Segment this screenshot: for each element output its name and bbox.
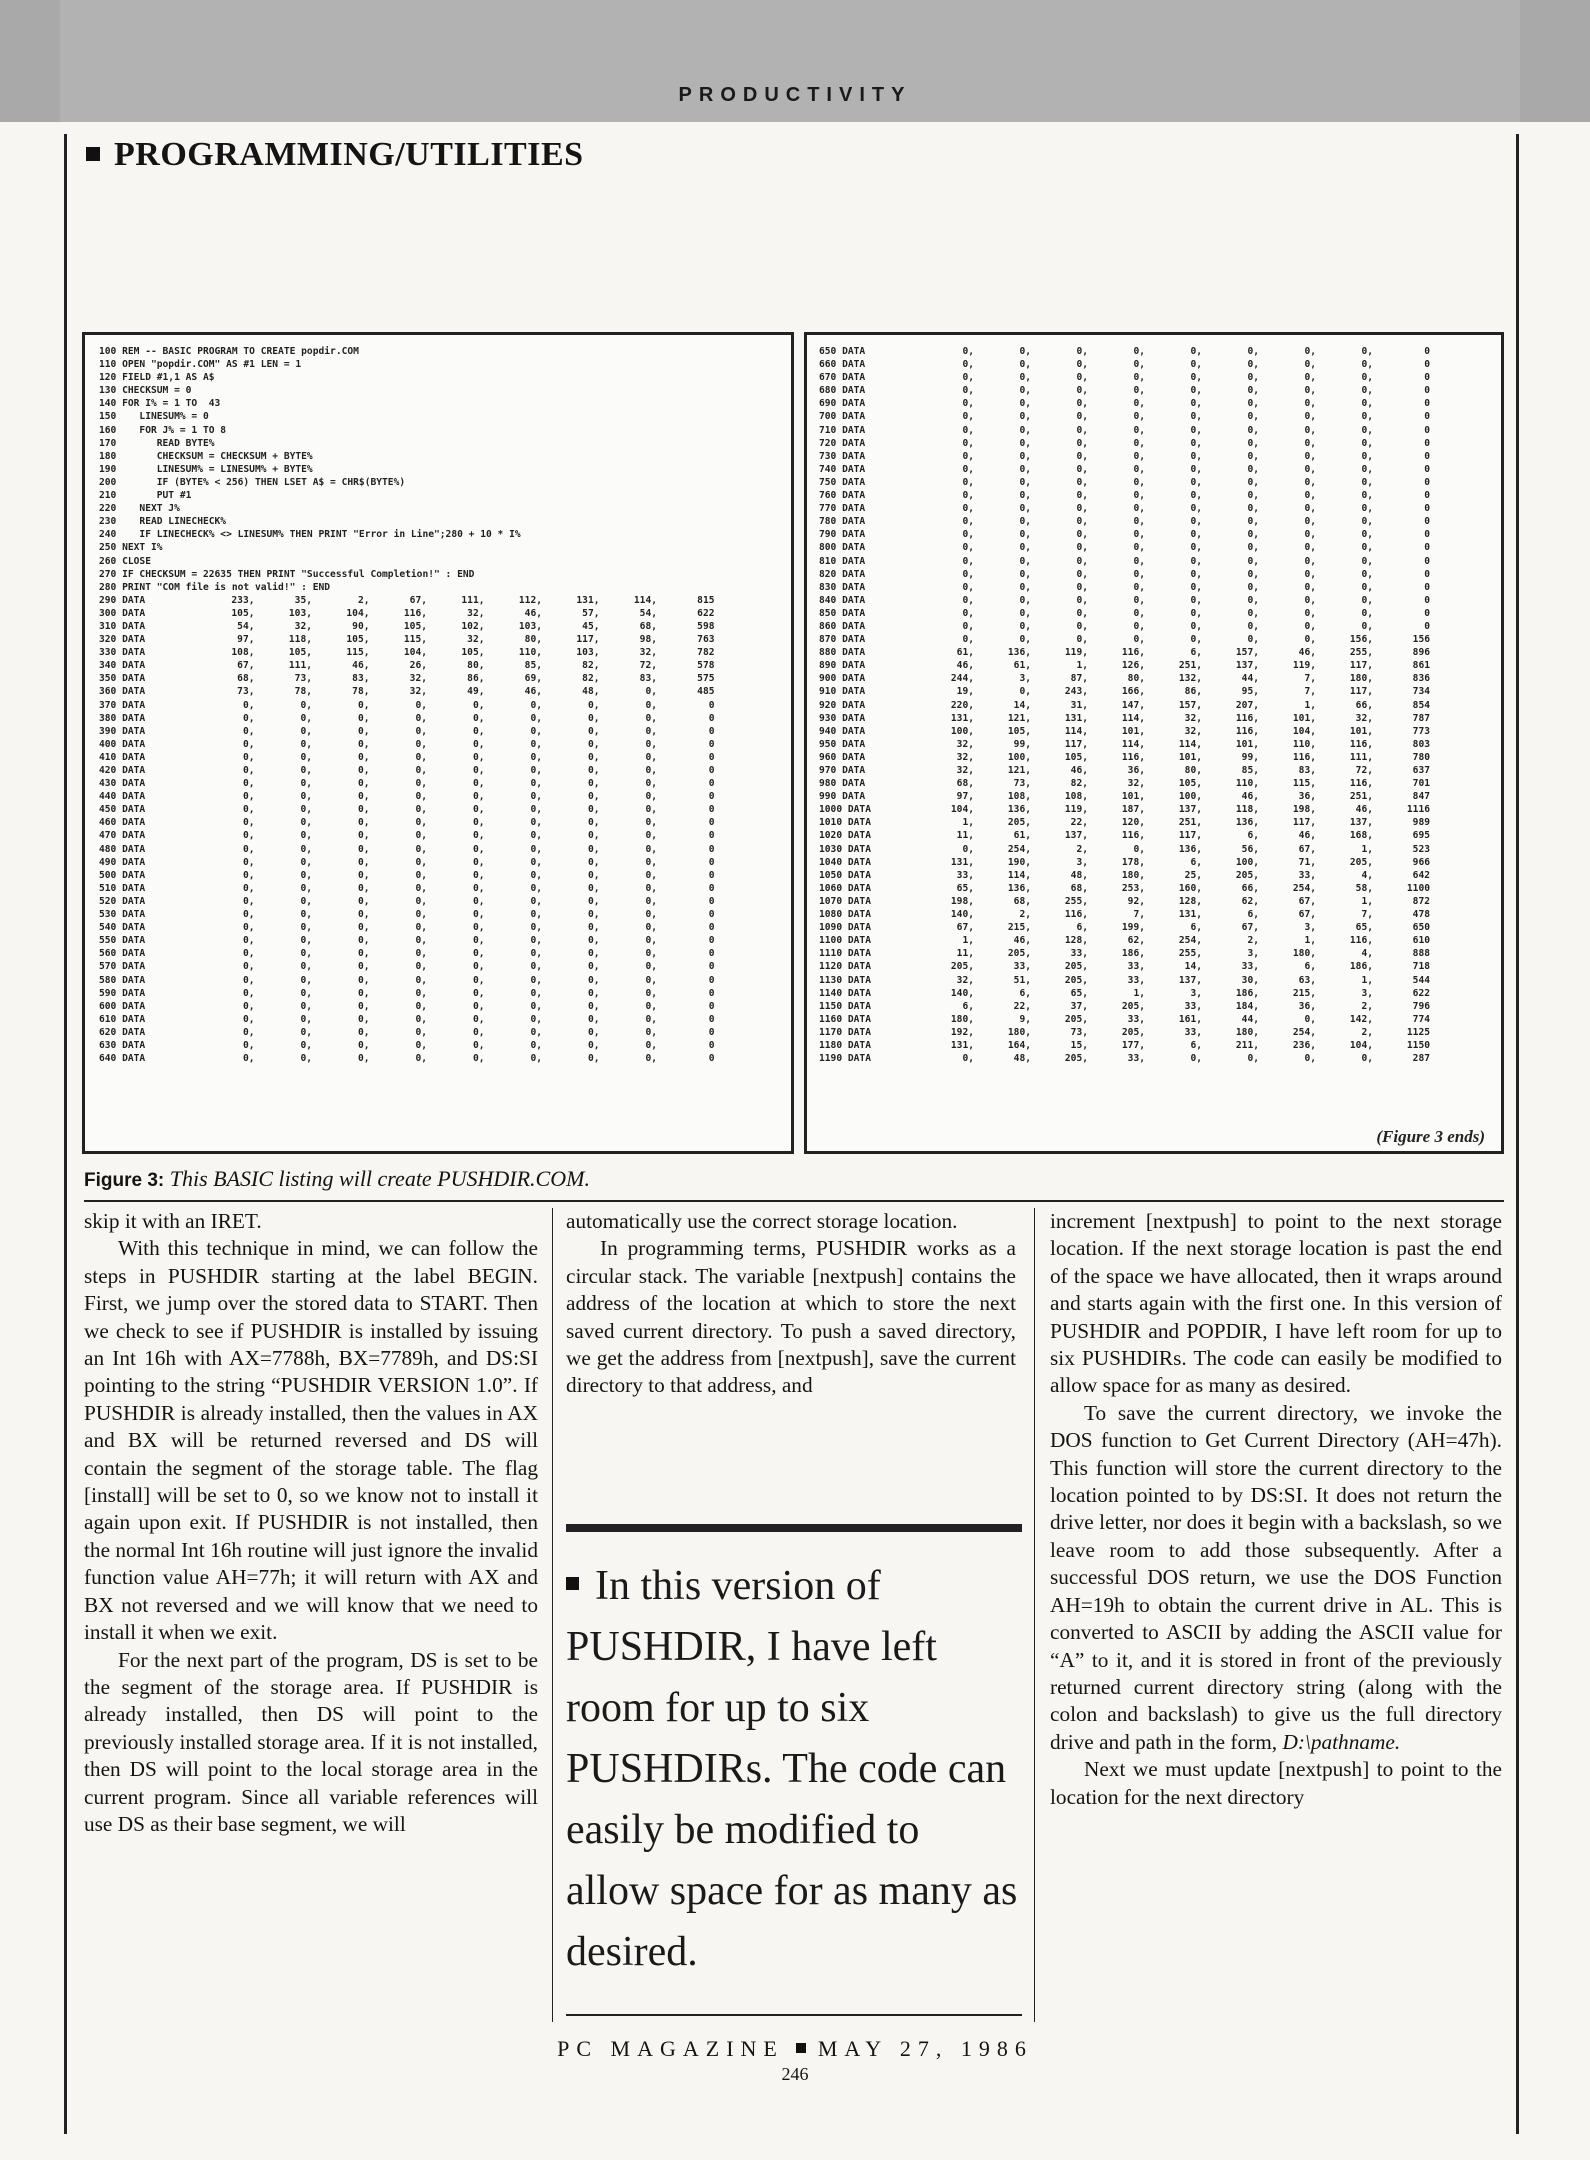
data-line: 540 DATA 0, 0, 0, 0, 0, 0, 0, 0, 0 xyxy=(99,922,715,934)
data-line: 950 DATA 32, 99, 117, 114, 114, 101, 110, 116, 803 xyxy=(819,738,1430,750)
data-line: 910 DATA 19, 0, 243, 166, 86, 95, 7, 117, 734 xyxy=(819,686,1430,698)
data-line: 930 DATA 131, 121, 131, 114, 32, 116, 101, 32, 787 xyxy=(819,712,1430,724)
code-line: 200 IF (BYTE% < 256) THEN LSET A$ = CHR$(BYTE%) xyxy=(99,476,406,488)
data-line: 770 DATA 0, 0, 0, 0, 0, 0, 0, 0, 0 xyxy=(819,503,1430,515)
data-line: 440 DATA 0, 0, 0, 0, 0, 0, 0, 0, 0 xyxy=(99,791,715,803)
code-line: 160 FOR J% = 1 TO 8 xyxy=(99,424,227,436)
data-line: 1130 DATA 32, 51, 205, 33, 137, 30, 63, 1, 544 xyxy=(819,974,1430,986)
data-rows-right xyxy=(819,345,1489,1065)
data-line: 530 DATA 0, 0, 0, 0, 0, 0, 0, 0, 0 xyxy=(99,909,715,921)
paragraph: In programming terms, PUSHDIR works as a circular stack. The variable [nextpush] contains the address of the location at which to store the next saved current directory. To push a saved directory, we get the address from [nextpush], save the current directory to that address, and xyxy=(566,1236,1016,1398)
data-line: 1070 DATA 198, 68, 255, 92, 128, 62, 67, 1, 872 xyxy=(819,895,1430,907)
pull-quote xyxy=(566,1556,1022,1983)
data-line: 420 DATA 0, 0, 0, 0, 0, 0, 0, 0, 0 xyxy=(99,765,715,776)
column-divider-1 xyxy=(552,1208,553,2022)
pullquote-top-rule xyxy=(566,1524,1022,1532)
data-line: 1050 DATA 33, 114, 48, 180, 25, 205, 33, 4, 642 xyxy=(819,869,1430,881)
code-line: 190 LINESUM% = LINESUM% + BYTE% xyxy=(99,463,313,475)
data-line: 880 DATA 61, 136, 119, 116, 6, 157, 46, 255, 896 xyxy=(819,647,1430,659)
data-line: 460 DATA 0, 0, 0, 0, 0, 0, 0, 0, 0 xyxy=(99,817,715,829)
data-line: 580 DATA 0, 0, 0, 0, 0, 0, 0, 0, 0 xyxy=(99,974,715,986)
paragraph: For the next part of the program, DS is set to be the segment of the storage area. If PUSHDIR is already installed, then DS will point to the previously installed storage area. If it is not installed, then DS will point to the local storage area in the current program. Since all variable references will use DS as their base segment, we will xyxy=(84,1647,538,1836)
data-line: 1140 DATA 140, 6, 65, 1, 3, 186, 215, 3, 622 xyxy=(819,987,1430,999)
data-line: 980 DATA 68, 73, 82, 32, 105, 110, 115, 116, 701 xyxy=(819,778,1430,790)
section-label: PRODUCTIVITY xyxy=(678,84,912,106)
data-line: 300 DATA 105, 103, 104, 116, 32, 46, 57, 54, 622 xyxy=(99,607,715,619)
code-line: 240 IF LINECHECK% <> LINESUM% THEN PRINT "Error in Line";280 + 10 * I% xyxy=(99,529,521,541)
data-line: 550 DATA 0, 0, 0, 0, 0, 0, 0, 0, 0 xyxy=(99,935,715,947)
data-line: 330 DATA 108, 105, 115, 104, 105, 110, 103, 32, 782 xyxy=(99,647,715,659)
code-line: 110 OPEN "popdir.COM" AS #1 LEN = 1 xyxy=(99,359,302,371)
square-bullet-icon xyxy=(86,147,100,161)
data-line: 1040 DATA 131, 190, 3, 178, 6, 100, 71, 205, 966 xyxy=(819,856,1430,868)
data-line: 1080 DATA 140, 2, 116, 7, 131, 6, 67, 7, 478 xyxy=(819,909,1430,921)
data-line: 710 DATA 0, 0, 0, 0, 0, 0, 0, 0, 0 xyxy=(819,424,1430,436)
data-line: 520 DATA 0, 0, 0, 0, 0, 0, 0, 0, 0 xyxy=(99,895,715,907)
caption-rule xyxy=(84,1200,1504,1202)
code-line: 130 CHECKSUM = 0 xyxy=(99,385,192,397)
data-line: 1160 DATA 180, 9, 205, 33, 161, 44, 0, 142, 774 xyxy=(819,1013,1430,1025)
data-line: 620 DATA 0, 0, 0, 0, 0, 0, 0, 0, 0 xyxy=(99,1026,715,1038)
data-line: 1190 DATA 0, 48, 205, 33, 0, 0, 0, 0, 287 xyxy=(819,1053,1430,1065)
page-frame-left xyxy=(64,134,67,2134)
code-line: 210 PUT #1 xyxy=(99,490,192,502)
code-line: 150 LINESUM% = 0 xyxy=(99,411,209,423)
data-line: 1120 DATA 205, 33, 205, 33, 14, 33, 6, 186, 718 xyxy=(819,961,1430,973)
data-line: 670 DATA 0, 0, 0, 0, 0, 0, 0, 0, 0 xyxy=(819,372,1430,384)
data-line: 290 DATA 233, 35, 2, 67, 111, 112, 131, 114, 815 xyxy=(99,594,715,606)
square-bullet-icon xyxy=(566,1577,579,1590)
code-line: 230 READ LINECHECK% xyxy=(99,516,227,528)
data-line: 350 DATA 68, 73, 83, 32, 86, 69, 82, 83, 575 xyxy=(99,673,715,685)
code-line: 140 FOR I% = 1 TO 43 xyxy=(99,398,221,410)
data-line: 970 DATA 32, 121, 46, 36, 80, 85, 83, 72, 637 xyxy=(819,765,1430,776)
data-line: 1150 DATA 6, 22, 37, 205, 33, 184, 36, 2, 796 xyxy=(819,1000,1430,1012)
paragraph: skip it with an IRET. xyxy=(84,1209,262,1233)
data-line: 820 DATA 0, 0, 0, 0, 0, 0, 0, 0, 0 xyxy=(819,568,1430,580)
data-line: 730 DATA 0, 0, 0, 0, 0, 0, 0, 0, 0 xyxy=(819,450,1430,462)
data-line: 340 DATA 67, 111, 46, 26, 80, 85, 82, 72, 578 xyxy=(99,660,715,672)
data-line: 640 DATA 0, 0, 0, 0, 0, 0, 0, 0, 0 xyxy=(99,1053,715,1065)
paragraph: To save the current directory, we invoke the DOS function to Get Current Directory (AH=47h). This function will store the current directory to the location pointed to by DS:SI. It does not return the drive letter, nor does it begin with a backslash, so we leave room to add those subsequently. After a successful DOS return, we use the DOS Function AH=19h to obtain the current drive in AL. This is converted to ASCII by adding the ASCII value for “A” to it, and it is stored in front of the previously returned current directory string (along with the colon and backslash) to give us the full directory drive and path in the form, D:\pathname. xyxy=(1050,1400,1502,1754)
data-line: 750 DATA 0, 0, 0, 0, 0, 0, 0, 0, 0 xyxy=(819,476,1430,488)
data-line: 600 DATA 0, 0, 0, 0, 0, 0, 0, 0, 0 xyxy=(99,1000,715,1012)
data-line: 610 DATA 0, 0, 0, 0, 0, 0, 0, 0, 0 xyxy=(99,1013,715,1025)
data-line: 660 DATA 0, 0, 0, 0, 0, 0, 0, 0, 0 xyxy=(819,359,1430,371)
code-line: 120 FIELD #1,1 AS A$ xyxy=(99,372,215,384)
data-line: 960 DATA 32, 100, 105, 116, 101, 99, 116, 111, 780 xyxy=(819,751,1430,763)
paragraph: With this technique in mind, we can follow the steps in PUSHDIR starting at the label BEGIN. First, we jump over the stored data to START. Then we check to see if PUSHDIR is installed by issuing an Int 16h with AX=7788h, BX=7789h, and DS:SI pointing to the string “PUSHDIR VERSION 1.0”. If PUSHDIR is already installed, then the values in AX and BX will be returned reversed and DS will contain the segment of the storage table. The flag [install] will be set to 0, so we know not to install it again upon exit. If PUSHDIR is not installed, then the normal Int 16h routine will just ignore the invalid function value AH=77h; it will return with AX and BX not reversed and we will know that we need to install it when we exit. xyxy=(84,1236,538,1645)
data-line: 920 DATA 220, 14, 31, 147, 157, 207, 1, 66, 854 xyxy=(819,699,1430,711)
data-line: 630 DATA 0, 0, 0, 0, 0, 0, 0, 0, 0 xyxy=(99,1039,715,1051)
paragraph: Next we must update [nextpush] to point to the location for the next directory xyxy=(1050,1757,1502,1809)
data-line: 590 DATA 0, 0, 0, 0, 0, 0, 0, 0, 0 xyxy=(99,987,715,999)
square-bullet-icon xyxy=(796,2043,806,2053)
data-line: 1030 DATA 0, 254, 2, 0, 136, 56, 67, 1, 523 xyxy=(819,843,1430,855)
magazine-name: PC MAGAZINE xyxy=(557,2036,784,2061)
data-line: 890 DATA 46, 61, 1, 126, 251, 137, 119, 117, 861 xyxy=(819,660,1430,672)
data-line: 1180 DATA 131, 164, 15, 177, 6, 211, 236, 104, 1150 xyxy=(819,1039,1430,1051)
code-line: 280 PRINT "COM file is not valid!" : END xyxy=(99,581,331,593)
data-line: 850 DATA 0, 0, 0, 0, 0, 0, 0, 0, 0 xyxy=(819,607,1430,619)
code-listing-right xyxy=(804,332,1504,1154)
pullquote-bottom-rule xyxy=(566,2014,1022,2016)
data-line: 510 DATA 0, 0, 0, 0, 0, 0, 0, 0, 0 xyxy=(99,882,715,894)
data-line: 430 DATA 0, 0, 0, 0, 0, 0, 0, 0, 0 xyxy=(99,778,715,790)
data-line: 1020 DATA 11, 61, 137, 116, 117, 6, 46, 168, 695 xyxy=(819,830,1430,842)
data-line: 310 DATA 54, 32, 90, 105, 102, 103, 45, 68, 598 xyxy=(99,620,715,632)
issue-date: MAY 27, 1986 xyxy=(817,2036,1033,2061)
text-column-1 xyxy=(84,1208,538,1838)
data-line: 650 DATA 0, 0, 0, 0, 0, 0, 0, 0, 0 xyxy=(819,346,1430,357)
data-line: 480 DATA 0, 0, 0, 0, 0, 0, 0, 0, 0 xyxy=(99,843,715,855)
page-footer xyxy=(0,2036,1590,2062)
data-line: 500 DATA 0, 0, 0, 0, 0, 0, 0, 0, 0 xyxy=(99,869,715,881)
data-line: 1090 DATA 67, 215, 6, 199, 6, 67, 3, 65, 650 xyxy=(819,922,1430,934)
code-line: 260 CLOSE xyxy=(99,555,151,567)
code-line: 170 READ BYTE% xyxy=(99,437,215,449)
data-line: 940 DATA 100, 105, 114, 101, 32, 116, 104, 101, 773 xyxy=(819,725,1430,737)
data-line: 1000 DATA 104, 136, 119, 187, 137, 118, 198, 46, 1116 xyxy=(819,804,1430,816)
data-line: 830 DATA 0, 0, 0, 0, 0, 0, 0, 0, 0 xyxy=(819,581,1430,593)
data-line: 680 DATA 0, 0, 0, 0, 0, 0, 0, 0, 0 xyxy=(819,385,1430,397)
data-line: 900 DATA 244, 3, 87, 80, 132, 44, 7, 180, 836 xyxy=(819,673,1430,685)
data-line: 570 DATA 0, 0, 0, 0, 0, 0, 0, 0, 0 xyxy=(99,961,715,973)
figure-ends-label: (Figure 3 ends) xyxy=(1376,1126,1485,1146)
data-line: 870 DATA 0, 0, 0, 0, 0, 0, 0, 156, 156 xyxy=(819,634,1430,646)
data-line: 410 DATA 0, 0, 0, 0, 0, 0, 0, 0, 0 xyxy=(99,751,715,763)
data-line: 740 DATA 0, 0, 0, 0, 0, 0, 0, 0, 0 xyxy=(819,463,1430,475)
code-line: 220 NEXT J% xyxy=(99,503,180,515)
page-frame-right xyxy=(1516,134,1519,2134)
column-divider-2 xyxy=(1034,1208,1035,2022)
data-line: 1010 DATA 1, 205, 22, 120, 251, 136, 117, 137, 989 xyxy=(819,817,1430,829)
data-line: 380 DATA 0, 0, 0, 0, 0, 0, 0, 0, 0 xyxy=(99,712,715,724)
data-line: 720 DATA 0, 0, 0, 0, 0, 0, 0, 0, 0 xyxy=(819,437,1430,449)
data-line: 800 DATA 0, 0, 0, 0, 0, 0, 0, 0, 0 xyxy=(819,542,1430,554)
data-line: 390 DATA 0, 0, 0, 0, 0, 0, 0, 0, 0 xyxy=(99,725,715,737)
data-line: 450 DATA 0, 0, 0, 0, 0, 0, 0, 0, 0 xyxy=(99,804,715,816)
code-line: 270 IF CHECKSUM = 22635 THEN PRINT "Successful Completion!" : END xyxy=(99,568,475,580)
paragraph: increment [nextpush] to point to the next storage location. If the next storage location is past the end of the space we have allocated, then it wraps around and starts again with the first one. In this version of PUSHDIR and POPDIR, I have left room for up to six PUSHDIRs. The code can easily be modified to allow space for as many as desired. xyxy=(1050,1209,1502,1398)
code-line: 250 NEXT I% xyxy=(99,542,163,554)
data-line: 780 DATA 0, 0, 0, 0, 0, 0, 0, 0, 0 xyxy=(819,516,1430,528)
text-column-2 xyxy=(566,1208,1016,1400)
data-line: 400 DATA 0, 0, 0, 0, 0, 0, 0, 0, 0 xyxy=(99,738,715,750)
code-line: 100 REM -- BASIC PROGRAM TO CREATE popdir.COM xyxy=(99,346,359,357)
code-line: 180 CHECKSUM = CHECKSUM + BYTE% xyxy=(99,450,313,462)
data-line: 1060 DATA 65, 136, 68, 253, 160, 66, 254, 58, 1100 xyxy=(819,882,1430,894)
text-column-3 xyxy=(1050,1208,1502,1811)
data-line: 860 DATA 0, 0, 0, 0, 0, 0, 0, 0, 0 xyxy=(819,620,1430,632)
data-line: 690 DATA 0, 0, 0, 0, 0, 0, 0, 0, 0 xyxy=(819,398,1430,410)
department-heading xyxy=(86,136,584,174)
paragraph: automatically use the correct storage location. xyxy=(566,1209,958,1233)
pull-quote-text: In this version of PUSHDIR, I have left room for up to six PUSHDIRs. The code can easily be modified to allow space for as many as desired. xyxy=(566,1563,1018,1975)
caption-label: Figure 3: xyxy=(84,1170,165,1191)
data-line: 840 DATA 0, 0, 0, 0, 0, 0, 0, 0, 0 xyxy=(819,594,1430,606)
data-line: 470 DATA 0, 0, 0, 0, 0, 0, 0, 0, 0 xyxy=(99,830,715,842)
heading-text: PROGRAMMING/UTILITIES xyxy=(114,136,584,173)
code-listing-left xyxy=(82,332,794,1154)
path-example: D:\pathname. xyxy=(1282,1729,1401,1754)
data-line: 360 DATA 73, 78, 78, 32, 49, 46, 48, 0, 485 xyxy=(99,686,715,698)
data-line: 1110 DATA 11, 205, 33, 186, 255, 3, 180, 4, 888 xyxy=(819,948,1430,960)
data-line: 810 DATA 0, 0, 0, 0, 0, 0, 0, 0, 0 xyxy=(819,555,1430,567)
data-line: 990 DATA 97, 108, 108, 101, 100, 46, 36, 251, 847 xyxy=(819,791,1430,803)
page-number: 246 xyxy=(781,2064,809,2084)
data-line: 370 DATA 0, 0, 0, 0, 0, 0, 0, 0, 0 xyxy=(99,699,715,711)
data-line: 760 DATA 0, 0, 0, 0, 0, 0, 0, 0, 0 xyxy=(819,490,1430,502)
data-line: 700 DATA 0, 0, 0, 0, 0, 0, 0, 0, 0 xyxy=(819,411,1430,423)
data-line: 1170 DATA 192, 180, 73, 205, 33, 180, 254, 2, 1125 xyxy=(819,1026,1430,1038)
data-line: 790 DATA 0, 0, 0, 0, 0, 0, 0, 0, 0 xyxy=(819,529,1430,541)
figure-caption xyxy=(84,1166,590,1192)
data-line: 320 DATA 97, 118, 105, 115, 32, 80, 117, 98, 763 xyxy=(99,634,715,646)
data-line: 560 DATA 0, 0, 0, 0, 0, 0, 0, 0, 0 xyxy=(99,948,715,960)
caption-text: This BASIC listing will create PUSHDIR.COM. xyxy=(169,1166,590,1191)
data-line: 490 DATA 0, 0, 0, 0, 0, 0, 0, 0, 0 xyxy=(99,856,715,868)
data-line: 1100 DATA 1, 46, 128, 62, 254, 2, 1, 116, 610 xyxy=(819,935,1430,947)
